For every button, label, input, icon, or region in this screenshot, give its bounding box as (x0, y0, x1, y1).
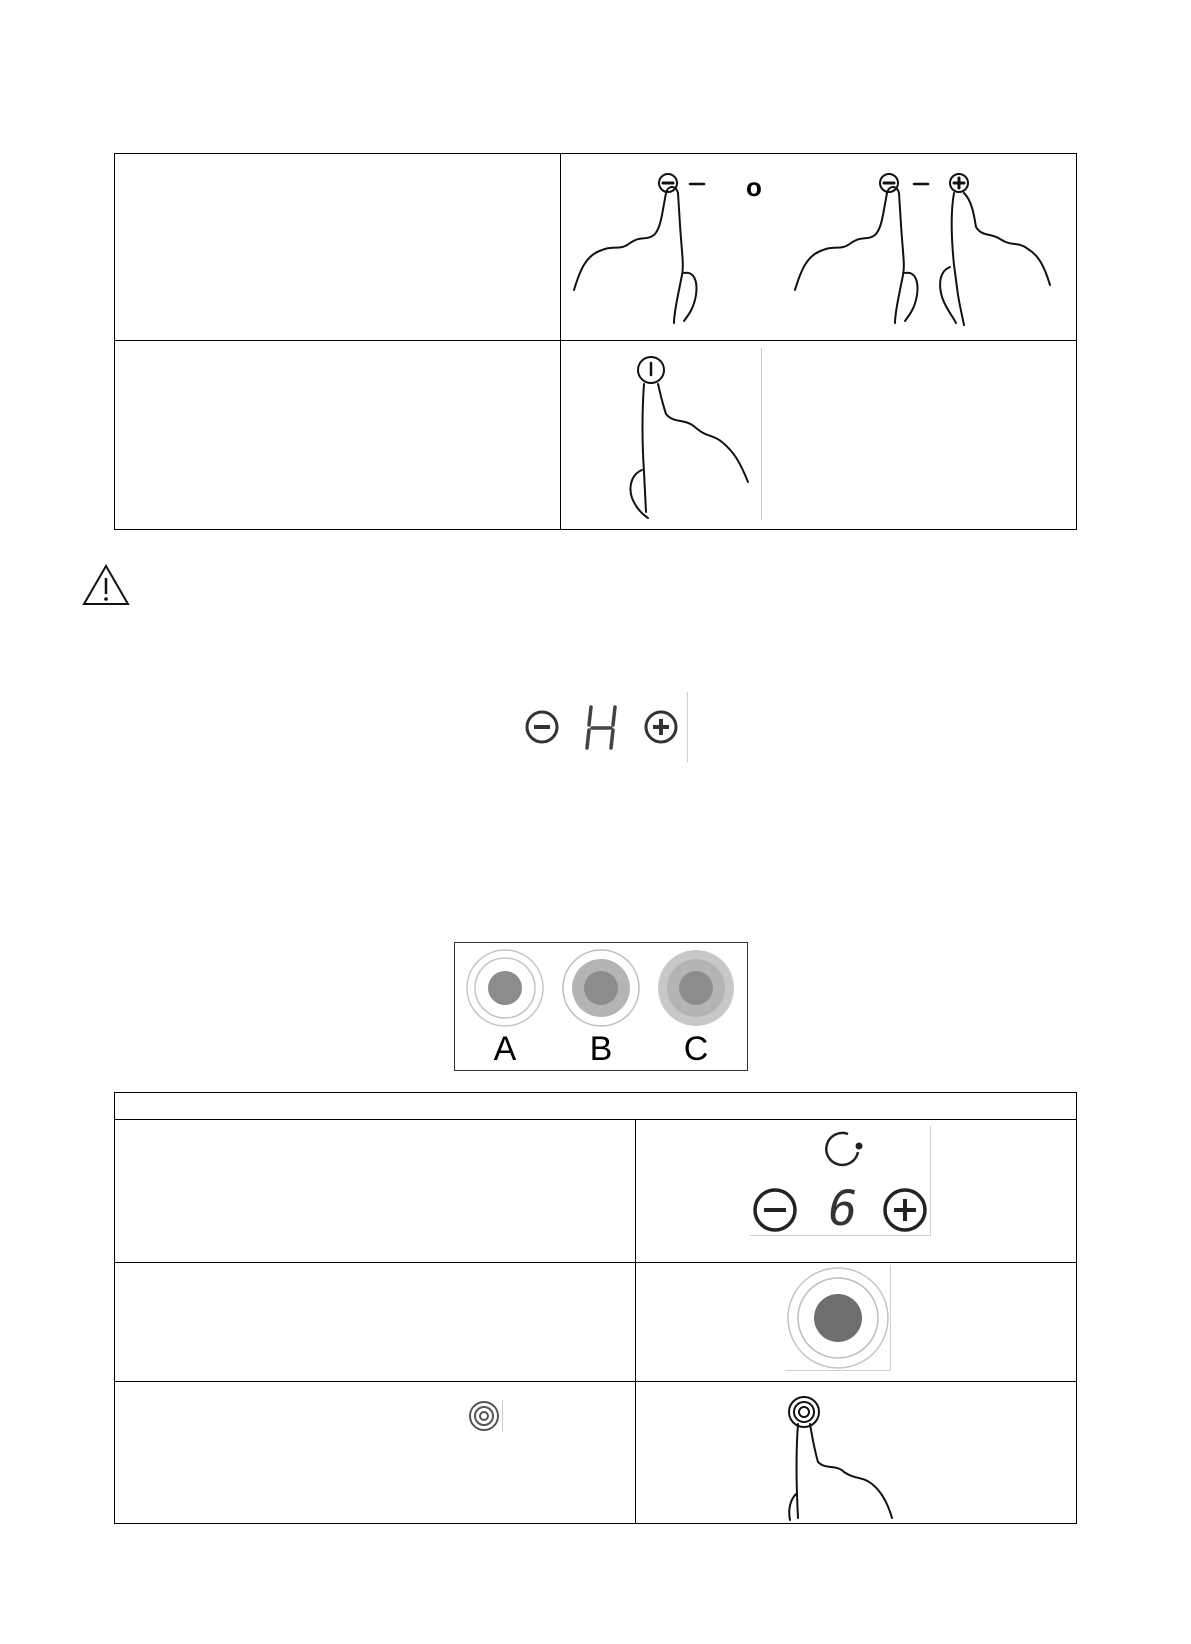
image-crop-edge (750, 1235, 930, 1236)
plus-icon (646, 712, 676, 742)
table-2-row-2-text (120, 1268, 625, 1373)
table-1-row-divider (114, 340, 1077, 341)
warning-triangle-icon (81, 563, 131, 607)
display-h-glyph (587, 707, 615, 748)
table-2-row-1-illustration (750, 1126, 932, 1236)
table-2-row-divider-2 (114, 1381, 1077, 1382)
or-connector: o (746, 172, 762, 202)
image-crop-edge (890, 1265, 891, 1371)
image-crop-edge (785, 1370, 890, 1371)
zone-b-icon (563, 950, 639, 1026)
plus-icon (885, 1190, 925, 1230)
table-2-row-3-text (120, 1387, 460, 1507)
table-1-row-1-text (120, 160, 550, 330)
minus-icon (527, 712, 557, 742)
image-crop-edge (930, 1126, 931, 1236)
zone-size-figure (454, 942, 748, 1071)
zone-a-icon (467, 950, 543, 1026)
image-crop-edge (687, 692, 688, 762)
zone-label-b: B (589, 1030, 613, 1068)
table-1-row-2-illustration (562, 342, 1075, 528)
table-2-row-2-illustration (785, 1265, 891, 1371)
zone-c-icon (658, 950, 734, 1026)
table-1-column-divider (560, 153, 561, 530)
display-value-6: 6 (828, 1181, 858, 1237)
zone-indicator-icon (785, 1265, 891, 1371)
minus-icon (755, 1190, 795, 1230)
zone-label-a: A (493, 1030, 517, 1068)
zone-label-c: C (683, 1030, 709, 1068)
warning-text (145, 570, 1045, 600)
timer-icon (826, 1133, 862, 1165)
display-example (523, 692, 693, 762)
image-crop-edge (761, 348, 762, 520)
table-2-row-1-text (120, 1125, 625, 1255)
image-crop-edge (502, 1400, 503, 1432)
zone-select-icon (466, 1400, 503, 1432)
table-2-row-divider-1 (114, 1262, 1077, 1263)
table-2-header-divider (114, 1119, 1077, 1120)
table-1-row-2-text (120, 348, 550, 518)
table-2-header (120, 1094, 1070, 1118)
finger-pressing-power-icon (562, 342, 762, 522)
finger-pressing-zone-icon (780, 1390, 910, 1520)
finger-pressing-minus-icon (562, 155, 1075, 339)
table-2-row-3-illustration (780, 1390, 910, 1520)
table-2-column-divider (635, 1119, 636, 1524)
table-1-row-1-illustration (562, 155, 1075, 339)
